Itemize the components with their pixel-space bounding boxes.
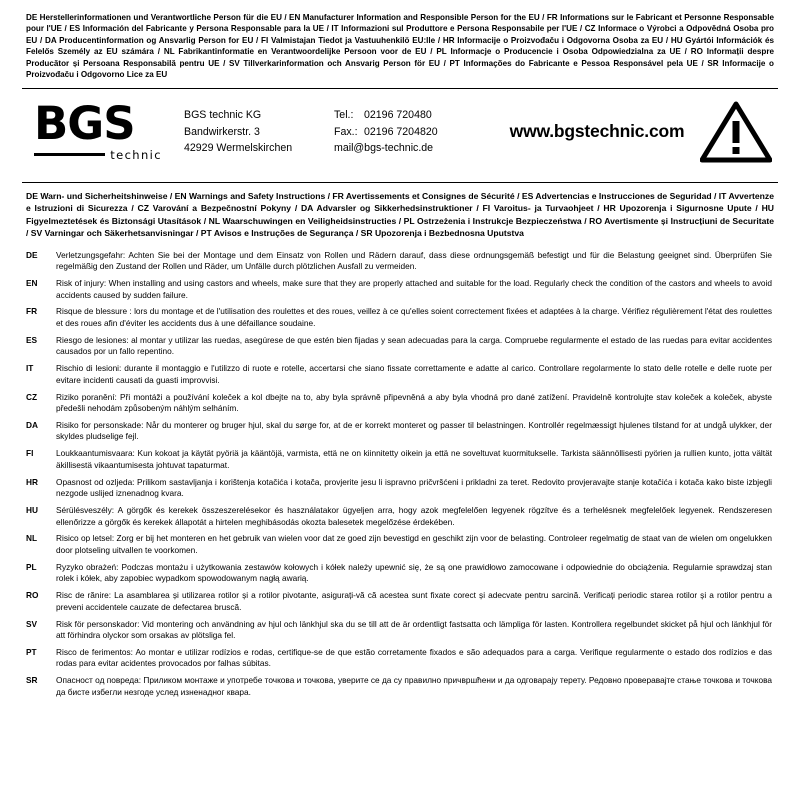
- instruction-text: Opasnost od ozljeda: Prilikom sastavljanja i korištenja kotačića i kotača, provjerite jesu li ispravno pričvršćeni i prikladni za teret. Redovito provjeravajte stanje kotačića i kotača kako biste izbjegli nezgode uslijed iznenadnog kvara.: [56, 476, 772, 499]
- instruction-row: [26, 619, 774, 642]
- language-code: FR: [26, 306, 38, 317]
- tel-label: Tel.:: [334, 109, 354, 122]
- company-address: [184, 107, 334, 156]
- company-contact: [334, 107, 506, 156]
- instruction-text: Опасност од повреда: Приликом монтаже и употребе точкова и точкова, уверите се да су правилно причвршћени и да одговарају терету. Редовно проверавајте стање точкова и точкова да бисте избегли незгоде услед изненадног квара.: [56, 675, 772, 697]
- language-code: EN: [26, 278, 38, 289]
- language-code: DA: [26, 419, 38, 430]
- language-code: CZ: [26, 391, 38, 402]
- instruction-row: [26, 363, 774, 386]
- instruction-row: [26, 590, 774, 613]
- manufacturer-info-header: DE Herstellerinformationen und Verantwortliche Person für die EU / EN Manufacturer Information and Responsible Person for the EU / FR Informations sur le Fabricant et Personne Responsable pour l'UE / ES Información del Fabricante y Persona Responsable para la UE / IT Informazioni sul Produttore e Persona Responsabile per l'UE / CZ Informace o Výrobci a Odpovědná Osoba pro EU / DA Producentinformation og Ansvarlig Person for EU / FI Valmistajan Tiedot ja Vastuuhenkilö EU:lle / HR Informacije o Proizvođaču i Odgovorna Osoba za EU / HU Gyártói Információk és Felelős Személy az EU számára / NL Fabrikantinformatie en Verantwoordelijke Persoon voor de EU / PL Informacje o Producencie i Osoba Odpowiedzialna za UE / RO Informații despre Producător și Persoana Responsabilă pentru UE / SV Tillverkarinformation och Ansvarig Person för EU / PT Informações do Fabricante e Pessoa Responsável pela UE / SR Informacije o Proizvođaču i Odgovorno Lice za EU: [26, 13, 774, 80]
- language-code: PT: [26, 646, 37, 657]
- instruction-text: Loukkaantumisvaara: Kun kokoat ja käytät pyöriä ja kääntöjä, varmista, että ne on kiinnitetty oikein ja että ne soveltuvat kuormitukselle. Tarkista säännöllisesti pyörien ja rullien kunto, jotta vältät äkillisestä vikaantumisesta johtuvat tapaturmat.: [56, 448, 772, 470]
- company-street: Bandwirkerstr. 3: [184, 125, 260, 138]
- instruction-row: [26, 250, 774, 273]
- instruction-row: [26, 448, 774, 471]
- company-mail-row: [334, 140, 506, 156]
- bgs-logo-subtitle-row: [34, 148, 162, 162]
- language-code: PL: [26, 561, 37, 572]
- company-website: www.bgstechnic.com: [509, 121, 685, 142]
- instruction-text: Ryzyko obrażeń: Podczas montażu i użytkowania zestawów kołowych i kółek należy upewnić się, że są one prawidłowo zamocowane i odpowiednie do obciążenia. Regularnie sprawdzaj stan rolek i kółek, aby zapobiec wypadkom spowodowanym nagłą awarią.: [56, 561, 772, 584]
- instruction-text: Risiko for personskade: Når du monterer og bruger hjul, skal du sørge for, at de er korrekt monteret og passer til belastningen. Kontrollér regelmæssigt hjulenes tilstand for at undgå ulykker, der skyldes pludselige fejl.: [56, 419, 772, 442]
- language-code: HR: [26, 476, 38, 487]
- instruction-text: Verletzungsgefahr: Achten Sie bei der Montage und dem Einsatz von Rollen und Rädern darauf, dass diese ordnungsgemäß befestigt und für die Belastung geeignet sind. Überprüfen Sie regelmäßig den Zustand der Rollen und Räder, um Unfälle durch plötzlichen Ausfall zu vermeiden.: [56, 249, 772, 272]
- instructions-list: [0, 240, 800, 699]
- tel-value: 02196 720480: [364, 109, 432, 122]
- instruction-text: Rischio di lesioni: durante il montaggio e l'utilizzo di ruote e rotelle, accertarsi che siano fissate correttamente e adatte al carico. Controllare regolarmente lo stato delle rotelle e delle ruote per evitare incidenti causati da guasti improvvisi.: [56, 363, 772, 385]
- instruction-row: [26, 477, 774, 500]
- company-fax-row: [334, 124, 506, 140]
- language-code: RO: [26, 590, 39, 601]
- mail-value: mail@bgs-technic.de: [334, 142, 434, 155]
- instruction-row: [26, 335, 774, 358]
- company-city: 42929 Wermelskirchen: [184, 142, 293, 155]
- instruction-row: [26, 675, 774, 698]
- language-code: DE: [26, 249, 38, 260]
- instruction-row: [26, 278, 774, 301]
- instruction-row: [26, 420, 774, 443]
- instruction-text: Risco de ferimentos: Ao montar e utilizar rodízios e rodas, certifique-se de que estão corretamente fixados e são adequados para a carga. Verifique regularmente o estado dos rodízios e das rodas para evitar acidentes provocados por falhas súbitas.: [56, 646, 772, 669]
- bgs-logo-subtitle: technic: [110, 147, 162, 162]
- language-code: IT: [26, 363, 34, 374]
- language-code: FI: [26, 448, 34, 459]
- instruction-row: [26, 505, 774, 528]
- company-tel-row: [334, 107, 506, 123]
- instruction-row: [26, 306, 774, 329]
- instruction-text: Sérülésveszély: A görgők és kerekek összeszerelésekor és használatakor ügyeljen arra, hogy azok megfelelően legyenek rögzítve és a terhelésnek megfelelőek legyenek. Rendszeresen ellenőrizze a görgők és kerekek állapotát a hirtelen meghibásodás okozta balesetek megelőzése érdekében.: [56, 505, 772, 527]
- logo-bar: [34, 153, 105, 156]
- safety-instructions-title: DE Warn- und Sicherheitshinweise / EN Warnings and Safety Instructions / FR Avertissements et Consignes de Sécurité / ES Advertencias e Instrucciones de Seguridad / IT Avvertenze e Istruzioni di Sicurezza / CZ Varování a Bezpečnostní Pokyny / DA Advarsler og Sikkerhedsinstruktioner / FI Varoitus- ja Turvaohjeet / HR Upozorenja i Sigurnosne Upute / HU Figyelmeztetések és Biztonsági Utasítások / NL Waarschuwingen en Veiligheidsinstructies / PL Ostrzeżenia i Instrukcje Bezpieczeństwa / RO Avertismente și Instrucțiuni de Securitate / SV Varningar och Säkerhetsanvisningar / PT Avisos e Instruções de Segurança / SR Upozorenja i Bezbednosna Uputstva: [26, 190, 775, 239]
- instruction-row: [26, 647, 774, 670]
- language-code: SV: [26, 618, 38, 629]
- company-band: [0, 89, 800, 175]
- instruction-row: [26, 392, 774, 415]
- instruction-row: [26, 562, 774, 585]
- instruction-text: Risc de rănire: La asamblarea și utilizarea rotilor și a rotilor pivotante, asigurați-vă că acestea sunt fixate corect și adecvate pentru sarcină. Verificați periodic starea rotilor și a rotilor pentru a preveni accidentele cauzate de defectarea bruscă.: [56, 590, 772, 612]
- language-code: NL: [26, 533, 38, 544]
- instruction-text: Risque de blessure : lors du montage et de l'utilisation des roulettes et des roues, veillez à ce qu'elles soient correctement fixées et adaptées à la charge. Vérifiez régulièrement l'état des roulettes et des roues afin d'éviter les accidents dus à une défaillance soudaine.: [56, 306, 772, 328]
- fax-value: 02196 7204820: [364, 125, 438, 138]
- company-name: BGS technic KG: [184, 109, 262, 122]
- instruction-text: Riesgo de lesiones: al montar y utilizar las ruedas, asegúrese de que estén bien fijadas y sean adecuadas para la carga. Compruebe regularmente el estado de las ruedas para evitar accidentes causados por un fallo repentino.: [56, 334, 772, 357]
- language-code: HU: [26, 505, 38, 516]
- instruction-text: Risk för personskador: Vid montering och användning av hjul och länkhjul ska du se till att de är ordentligt fastsatta och lämpliga för lasten. Kontrollera regelbundet skicket på hjul och länkhjul för att förhindra olyckor som orsakas av plötsliga fel.: [56, 618, 772, 641]
- bgs-logo-text: BGS: [34, 97, 135, 151]
- language-code: ES: [26, 334, 38, 345]
- language-code: SR: [26, 675, 38, 686]
- fax-label: Fax.:: [334, 125, 358, 138]
- instruction-text: Risico op letsel: Zorg er bij het monteren en het gebruik van wielen voor dat ze goed zijn bevestigd en geschikt zijn voor de belasting. Controleer regelmatig de staat van de wielen om ongelukken door plotseling uitvallen te voorkomen.: [56, 533, 772, 555]
- instruction-text: Riziko poranění: Při montáži a používání koleček a kol dbejte na to, aby byla správně připevněná a aby byla vhodná pro dané zatížení. Pravidelně kontrolujte stav koleček a koleček, abyste předešli nehodám způsobeným náhlým selháním.: [56, 391, 772, 414]
- instruction-row: [26, 533, 774, 556]
- warning-triangle-icon: [696, 101, 776, 163]
- bgs-logo: [24, 97, 184, 162]
- instruction-text: Risk of injury: When installing and using castors and wheels, make sure that they are properly attached and suitable for the load. Regularly check the condition of the castors and wheels to avoid accidents caused by sudden failure.: [56, 278, 772, 300]
